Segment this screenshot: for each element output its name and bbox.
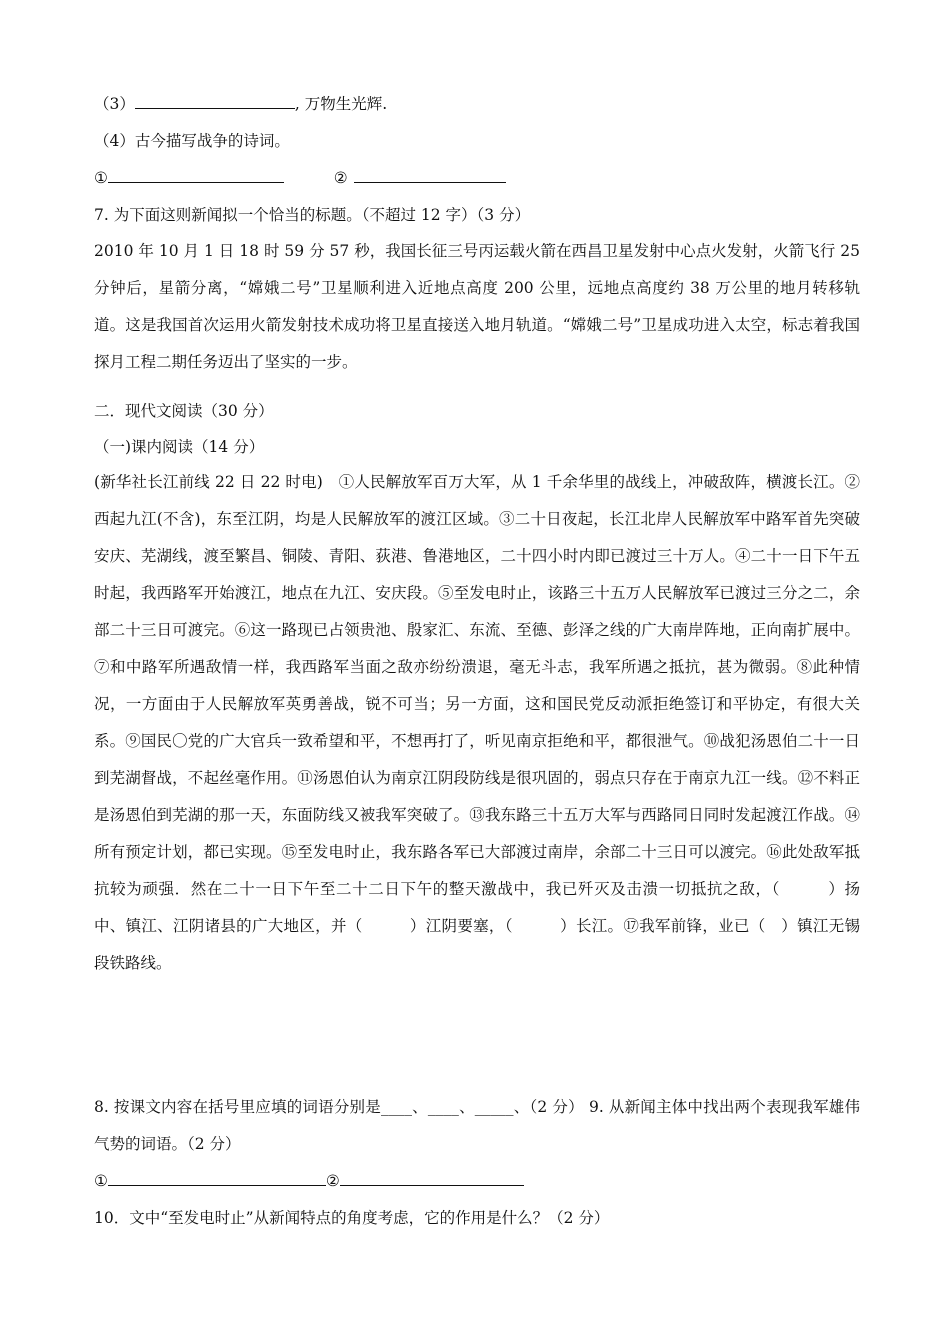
q6-item4-answers bbox=[94, 168, 506, 188]
item3-tail: , 万物生光辉. bbox=[294, 95, 388, 113]
q10-prompt bbox=[94, 1208, 609, 1228]
q9-marker-2: ② bbox=[325, 1172, 340, 1190]
q9-answer-blank-1[interactable] bbox=[108, 1171, 326, 1186]
answer-marker-1: ① bbox=[94, 169, 108, 187]
q6-item3 bbox=[94, 94, 387, 114]
section2-title-text: 二．现代文阅读（30 分） bbox=[94, 402, 274, 420]
q6-item4 bbox=[94, 131, 290, 151]
q7-news-paragraph: 2010 年 10 月 1 日 18 时 59 分 57 秒，我国长征三号丙运载火箭在西昌卫星发射中心点火发射，火箭飞行 25 分钟后，星箭分离，“嫦娥二号”卫星顺利进入近地点高度 200 公里，远地点高度约 38 万公里的地月转移轨道。这是我国首次运用火箭发射技术成功将卫星直接送入地月轨道。“嫦娥二号”卫星成功进入太空，标志着我国探月工程二期任务迈出了坚实的一步。 bbox=[94, 242, 860, 371]
item4-answer-blank-1[interactable] bbox=[108, 168, 284, 183]
q9-marker-1: ① bbox=[94, 1172, 108, 1190]
section2-title bbox=[94, 401, 274, 421]
item3-number: （3） bbox=[94, 95, 135, 113]
item4-text: （4）古今描写战争的诗词。 bbox=[94, 132, 290, 150]
q9-answers bbox=[94, 1171, 524, 1191]
q9-answer-blank-2[interactable] bbox=[340, 1171, 524, 1186]
news-passage: (新华社长江前线 22 日 22 时电) ①人民解放军百万大军，从 1 千余华里的战线上，冲破敌阵，横渡长江。②西起九江(不含)，东至江阴，均是人民解放军的渡江区域。③二十日夜起，长江北岸人民解放军中路军首先突破安庆、芜湖线，渡至繁昌、铜陵、青阳、荻港、鲁港地区，二十四小时内即已渡过三十万人。④二十一日下午五时起，我西路军开始渡江，地点在九江、安庆段。⑤至发电时止，该路三十五万人民解放军已渡过三分之二，余部二十三日可渡完。⑥这一路现已占领贵池、殷家汇、东流、至德、彭泽之线的广大南岸阵地，正向南扩展中。⑦和中路军所遇敌情一样，我西路军当面之敌亦纷纷溃退，毫无斗志，我军所遇之抵抗，甚为微弱。⑧此种情况，一方面由于人民解放军英勇善战，锐不可当；另一方面，这和国民党反动派拒绝签订和平协定，有很大关系。⑨国民〇党的广大官兵一致希望和平，不想再打了，听见南京拒绝和平，都很泄气。⑩战犯汤恩伯二十一日到芜湖督战，不起丝毫作用。⑪汤恩伯认为南京江阴段防线是很巩固的，弱点只存在于南京九江一线。⑫不料正是汤恩伯到芜湖的那一天，东面防线又被我军突破了。⑬我东路三十五万大军与西路同日同时发起渡江作战。⑭所有预定计划，都已实现。⑮至发电时止，我东路各军已大部渡过南岸，余部二十三日可以渡完。⑯此处敌军抵抗较为顽强．然在二十一日下午至二十二日下午的整天激战中，我已歼灭及击溃一切抵抗之敌，（ ）扬中、镇江、江阴诸县的广大地区，并（ ）江阴要塞，（ ）长江。⑰我军前锋，业已（ ）镇江无锡段铁路线。 bbox=[94, 473, 860, 972]
q8-q9-prompt: 8. 按课文内容在括号里应填的词语分别是____、____、_____、（2 分） 9. 从新闻主体中找出两个表现我军雄伟气势的词语。（2 分） bbox=[94, 1098, 860, 1153]
section2-subtitle-text: （一)课内阅读（14 分） bbox=[94, 438, 265, 456]
q7-prompt bbox=[94, 205, 530, 225]
item3-answer-blank[interactable] bbox=[135, 94, 295, 109]
answer-marker-2: ② bbox=[333, 169, 348, 187]
q7-prompt-text: 7. 为下面这则新闻拟一个恰当的标题。（不超过 12 字）（3 分） bbox=[94, 206, 531, 224]
section2-subtitle bbox=[94, 437, 264, 457]
item4-answer-blank-2[interactable] bbox=[354, 168, 506, 183]
q10-prompt-text: 10．文中“至发电时止”从新闻特点的角度考虑，它的作用是什么？（2 分） bbox=[94, 1209, 610, 1227]
